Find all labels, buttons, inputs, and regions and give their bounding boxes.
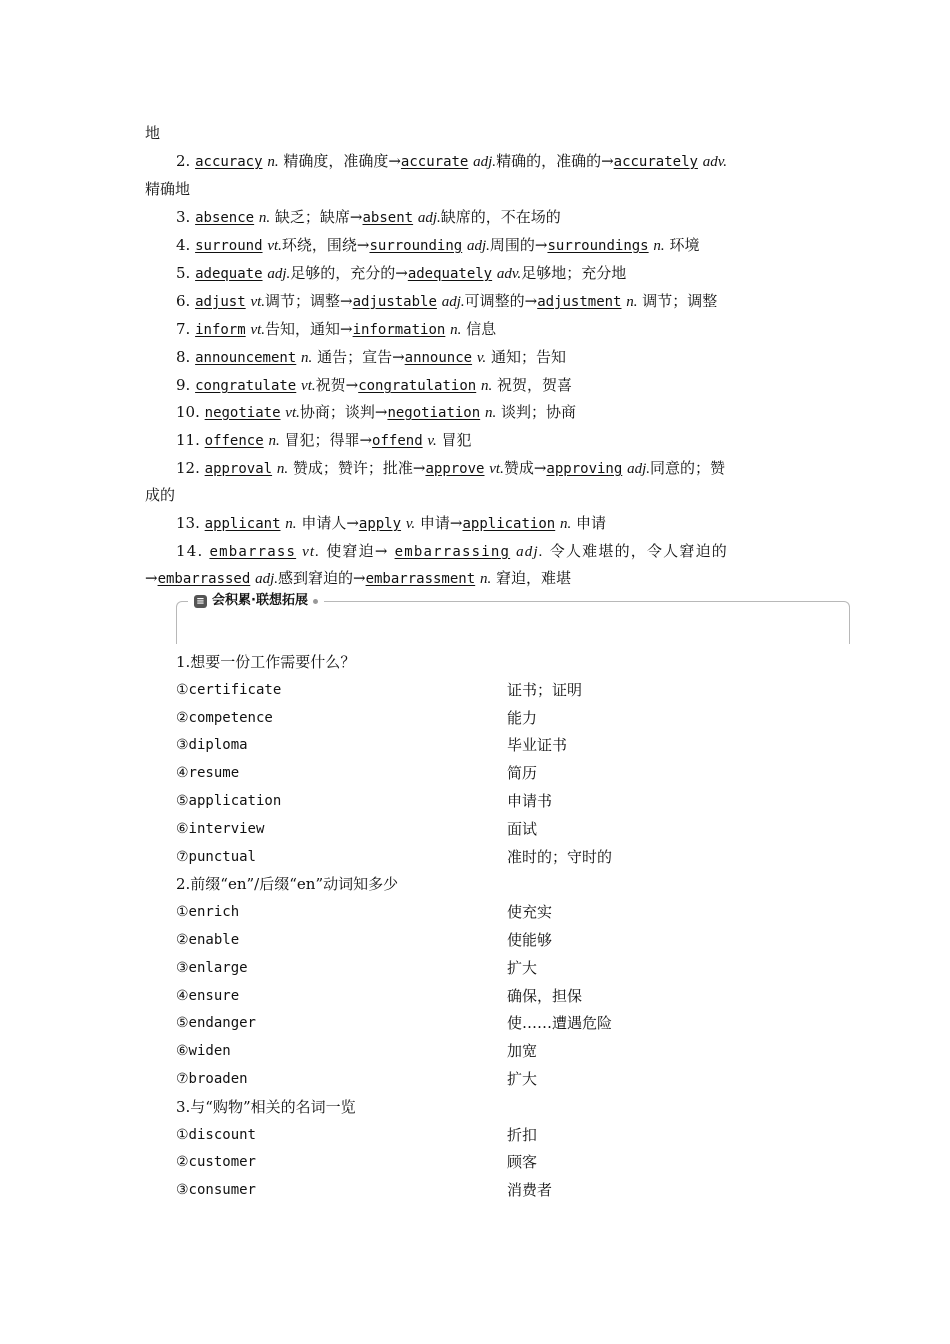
word: ③diploma <box>176 737 248 753</box>
meaning: 扩大 <box>507 1070 538 1088</box>
meaning: 能力 <box>507 709 538 727</box>
meaning: 加宽 <box>507 1042 538 1060</box>
group-heading: 3.与“购物”相关的名词一览 <box>176 1098 356 1116</box>
word: ⑦punctual <box>176 849 256 865</box>
group-heading: 1.想要一份工作需要什么？ <box>176 653 356 671</box>
word: ②customer <box>176 1154 256 1170</box>
section-title: ≡ 会积累·联想拓展 <box>188 592 324 610</box>
vocab-entry-6: 6. adjust vt.调节；调整→adjustable adj.可调整的→adjustment n. 调节；调整 <box>176 292 718 310</box>
meaning: 毕业证书 <box>507 736 568 754</box>
word: ⑥widen <box>176 1043 231 1059</box>
vocab-entry-9: 9. congratulate vt.祝贺→congratulation n. 祝贺，贺喜 <box>176 376 573 394</box>
word: ④ensure <box>176 988 240 1004</box>
vocab-entry-14-wrap: →embarrassed adj.感到窘迫的→embarrassment n. 窘迫，难堪 <box>145 569 571 587</box>
word: ⑤application <box>176 793 282 809</box>
vocab-entry-12: 12. approval n. 赞成；赞许；批准→approve vt.赞成→approving adj.同意的；赞 <box>176 459 725 477</box>
headword: accuracy <box>195 154 263 170</box>
meaning: 折扣 <box>507 1126 538 1144</box>
meaning: 简历 <box>507 764 538 782</box>
word: ④resume <box>176 765 240 781</box>
meaning: 扩大 <box>507 959 538 977</box>
dot-icon <box>313 599 318 604</box>
vocab-entry-2-wrap: 精确地 <box>145 180 191 198</box>
meaning: 准时的；守时的 <box>507 848 613 866</box>
word: ③enlarge <box>176 960 248 976</box>
vocab-entry-2: 2. accuracy n. 精确度，准确度→accurate adj.精确的，准确的→accurately adv. <box>176 152 728 170</box>
vocab-entry-8: 8. announcement n. 通告；宣告→announce v. 通知；告知 <box>176 348 566 366</box>
word: ①certificate <box>176 682 282 698</box>
meaning: 使……遭遇危险 <box>507 1014 613 1032</box>
word: ②competence <box>176 710 273 726</box>
meaning: 使能够 <box>507 931 553 949</box>
vocab-entry-10: 10. negotiate vt.协商；谈判→negotiation n. 谈判；协商 <box>176 403 576 421</box>
word: ⑥interview <box>176 821 265 837</box>
meaning: 使充实 <box>507 903 553 921</box>
meaning: 顾客 <box>507 1153 538 1171</box>
vocab-entry-5: 5. adequate adj.足够的，充分的→adequately adv.足够地；充分地 <box>176 264 627 282</box>
vocab-entry-4: 4. surround vt.环绕，围绕→surrounding adj.周围的→surroundings n. 环境 <box>176 236 700 254</box>
vocab-entry-13: 13. applicant n. 申请人→apply v. 申请→application n. 申请 <box>176 514 607 532</box>
vocab-entry-14: 14. embarrass vt. 使窘迫→ embarrassing adj. 令人难堪的，令人窘迫的 <box>176 542 728 560</box>
vocab-entry-12-wrap: 成的 <box>145 486 176 504</box>
vocab-entry-11: 11. offence n. 冒犯；得罪→offend v. 冒犯 <box>176 431 472 449</box>
meaning: 消费者 <box>507 1181 553 1199</box>
word: ①enrich <box>176 904 240 920</box>
meaning: 申请书 <box>507 792 553 810</box>
word: ③consumer <box>176 1182 256 1198</box>
book-icon: ≡ <box>194 595 207 608</box>
meaning: 证书；证明 <box>507 681 583 699</box>
vocab-entry-7: 7. inform vt.告知，通知→information n. 信息 <box>176 320 497 338</box>
continued-text: 地 <box>145 124 161 142</box>
meaning: 面试 <box>507 820 538 838</box>
word: ①discount <box>176 1127 256 1143</box>
word: ⑤endanger <box>176 1015 256 1031</box>
group-heading: 2.前缀“en”/后缀“en”动词知多少 <box>176 875 399 893</box>
word: ⑦broaden <box>176 1071 248 1087</box>
word: ②enable <box>176 932 240 948</box>
vocab-entry-3: 3. absence n. 缺乏；缺席→absent adj.缺席的，不在场的 <box>176 208 561 226</box>
meaning: 确保，担保 <box>507 987 583 1005</box>
